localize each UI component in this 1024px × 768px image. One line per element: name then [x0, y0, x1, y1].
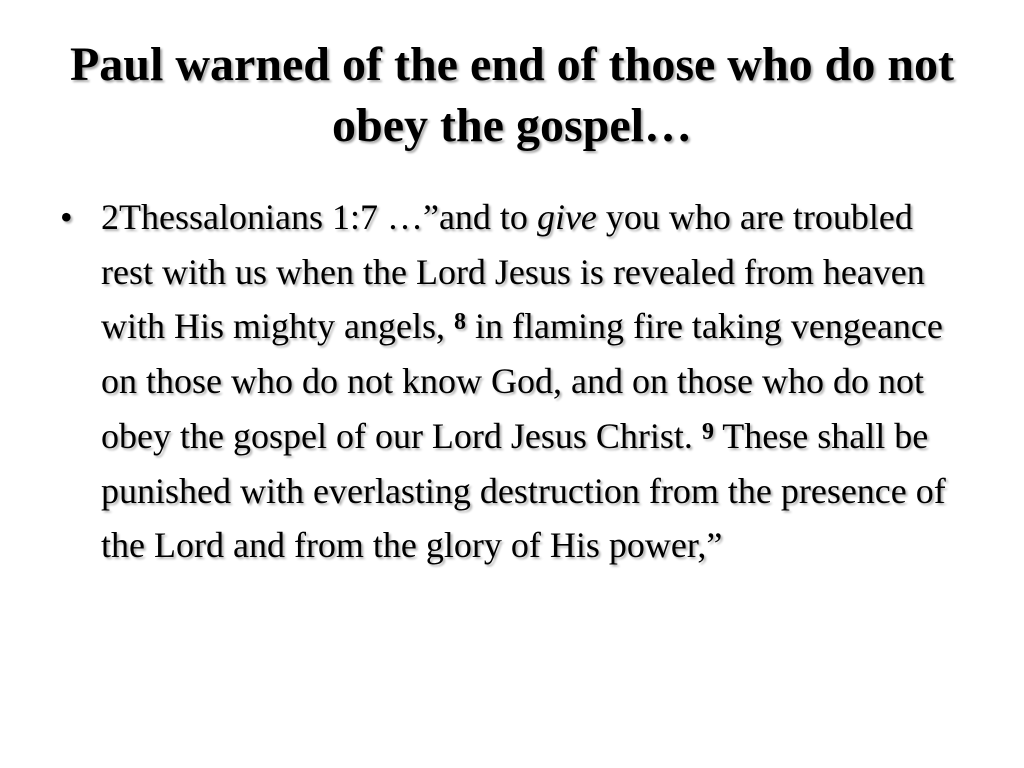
bullet-list	[60, 190, 970, 573]
passage-text: in flaming fire taking vengeance on those who do not know God, and on those who do not obey the gospel of our Lord Jesus Christ.	[101, 306, 943, 456]
verse-number: 9	[701, 418, 714, 445]
scripture-reference: 2Thessalonians 1:7	[101, 197, 378, 237]
passage-text: These shall be punished with everlasting destruction from the presence of the Lord and from the glory of His power,”	[101, 415, 946, 566]
verse-number: 8	[454, 309, 466, 336]
list-item	[60, 190, 970, 573]
italic-word: give	[536, 197, 597, 237]
slide-title: Paul warned of the end of those who do not obey the gospel…	[69, 38, 955, 152]
passage-text: …”and to	[377, 197, 537, 237]
passage-text: you who are troubled rest with us when the Lord Jesus is revealed from heaven with His mighty angels,	[101, 197, 925, 347]
bullet-icon: •	[60, 197, 73, 237]
